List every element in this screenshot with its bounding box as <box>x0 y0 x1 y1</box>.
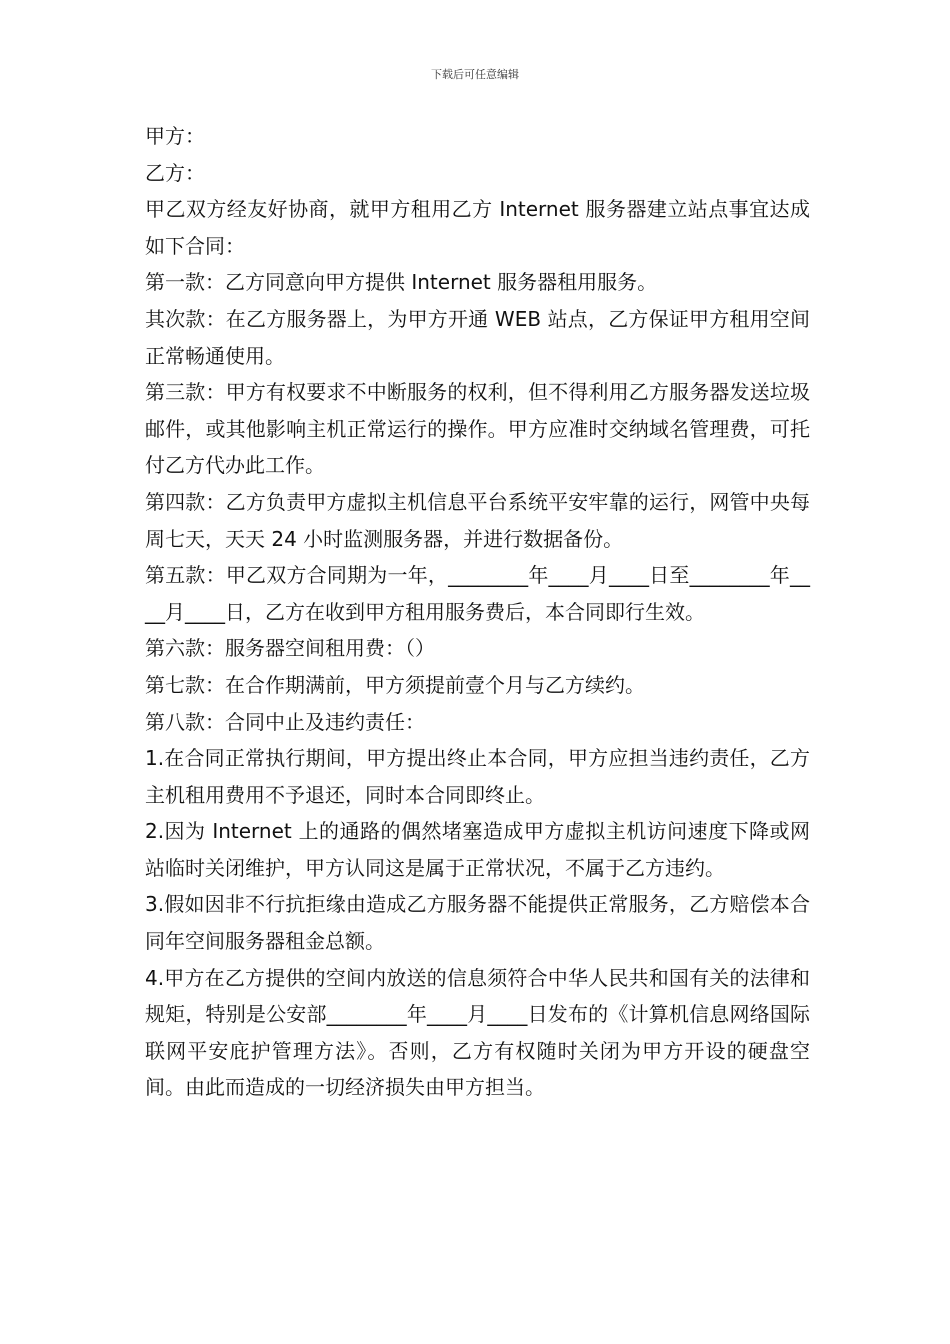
page-header: 下载后可任意编辑 <box>431 68 519 81</box>
clause-8-item-2: 2.因为 Internet 上的通路的偶然堵塞造成甲方虚拟主机访问速度下降或网站临时关闭维护，甲方认同这是属于正常状况，不属于乙方违约。 <box>145 819 810 880</box>
clause-8-item-1: 1.在合同正常执行期间，甲方提出终止本合同，甲方应担当违约责任，乙方主机租用费用不予退还，同时本合同即终止。 <box>145 746 810 807</box>
clause-3: 第三款：甲方有权要求不中断服务的权利，但不得利用乙方服务器发送垃圾邮件，或其他影响主机正常运行的操作。甲方应准时交纳域名管理费，可托付乙方代办此工作。 <box>145 380 810 478</box>
clause-6: 第六款：服务器空间租用费：（） <box>145 636 435 661</box>
clause-7: 第七款：在合作期满前，甲方须提前壹个月与乙方续约。 <box>145 672 645 697</box>
clause-2: 其次款：在乙方服务器上，为甲方开通 WEB 站点，乙方保证甲方租用空间正常畅通使用。 <box>145 306 810 368</box>
clause-5: 第五款：甲乙双方合同期为一年，________年____月____日至________年____月____日，乙方在收到甲方租用服务费后，本合同即行生效。 <box>145 563 810 624</box>
contract-intro: 甲乙双方经友好协商，就甲方租用乙方 Internet 服务器建立站点事宜达成如下合同： <box>145 197 810 258</box>
clause-8: 第八款：合同中止及违约责任： <box>145 709 425 734</box>
clause-8-item-4: 4.甲方在乙方提供的空间内放送的信息须符合中华人民共和国有关的法律和规矩，特别是公安部________年____月____日发布的《计算机信息网络国际联网平安庇护管理方法》。否则，乙方有权随时关闭为甲方开设的硬盘空间。由此而造成的一切经济损失由甲方担当。 <box>145 965 810 1100</box>
clause-1: 第一款：乙方同意向甲方提供 Internet 服务器租用服务。 <box>145 270 658 295</box>
party-a-line: 甲方： <box>145 124 205 148</box>
clause-4: 第四款：乙方负责甲方虚拟主机信息平台系统平安牢靠的运行，网管中央每周七天，天天 24 小时监测服务器，并进行数据备份。 <box>145 489 810 551</box>
party-b-line: 乙方： <box>145 160 205 185</box>
clause-8-item-3: 3.假如因非不行抗拒缘由造成乙方服务器不能提供正常服务，乙方赔偿本合同年空间服务器租金总额。 <box>145 892 810 954</box>
contract-body <box>145 118 810 1106</box>
